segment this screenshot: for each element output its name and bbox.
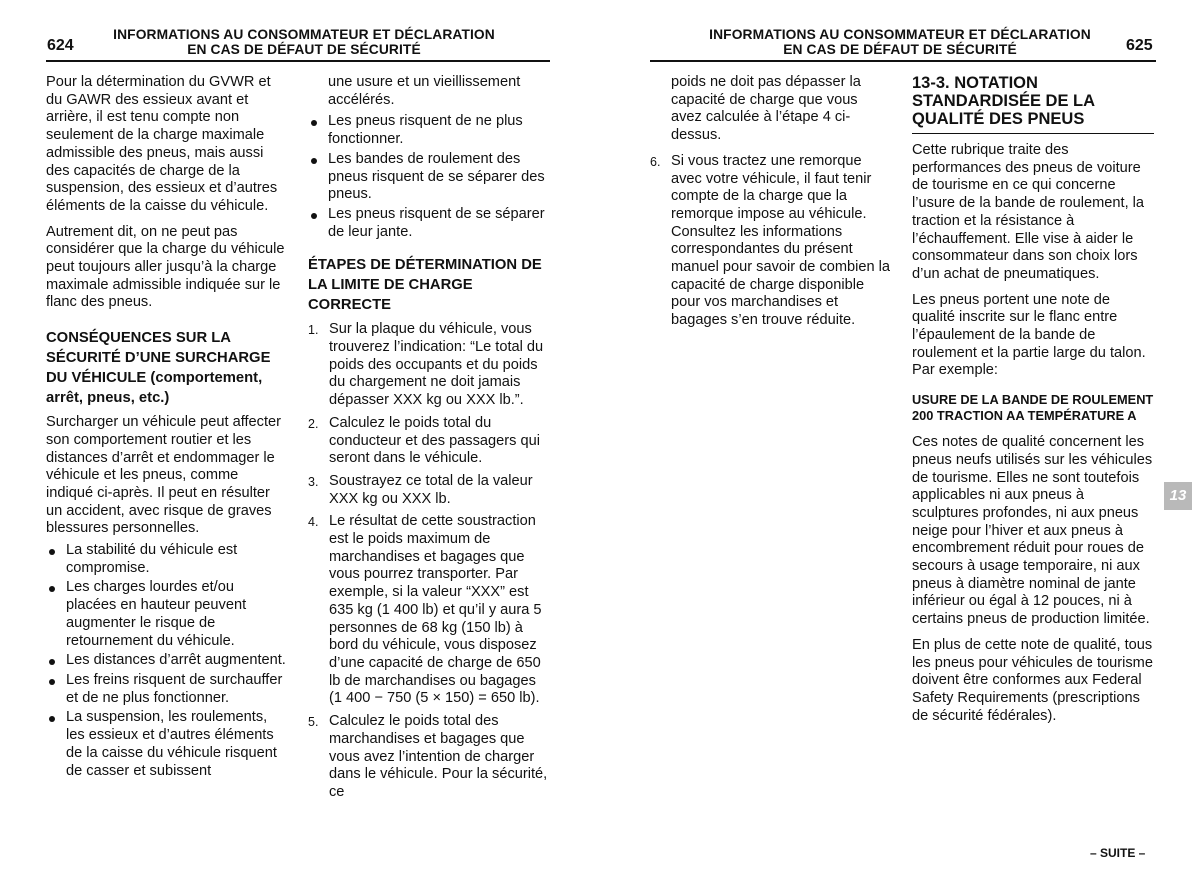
list-item: Les pneus risquent de se séparer de leur jante.: [308, 206, 550, 241]
list-item: La stabilité du véhicule est compromise.: [46, 542, 288, 577]
load-limit-steps: [308, 321, 550, 801]
right-column-2: [912, 74, 1154, 834]
step-text: Calculez le poids total du conducteur et des passagers qui seront dans le véhicule.: [329, 414, 540, 467]
step-number: 5.: [308, 715, 319, 730]
paragraph: Ces notes de qualité concernent les pneus neufs utilisés sur les véhicules de tourisme. Elles ne sont toutefois applicables ni aux pneus à sculptures profondes, ni aux pneus neige pour l’hiver et aux pneus à encombrement réduit pour roues de secours à usage temporaire, ni aux pneus à diamètre nominal de jante inférieur ou égal à 12 pouces, ni à certains pneus de production limitée.: [912, 434, 1153, 628]
left-column-2: [308, 74, 550, 834]
list-item: Les bandes de roulement des pneus risquent de se séparer des pneus.: [308, 151, 550, 204]
left-column-1: [46, 74, 288, 834]
step-number: 1.: [308, 323, 319, 338]
section-heading-overload: CONSÉQUENCES SUR LA SÉCURITÉ D’UNE SURCHARGE DU VÉHICULE (comportement, arrêt, pneus, etc.): [46, 330, 271, 407]
header-line-2: EN CAS DE DÉFAUT DE SÉCURITÉ: [187, 42, 421, 57]
header-line-2: EN CAS DE DÉFAUT DE SÉCURITÉ: [783, 42, 1017, 57]
step-text: Sur la plaque du véhicule, vous trouverez l’indication: “Le total du poids des occupants et du poids du chargement ne doit jamais dépasser XXX kg ou XXX lb.”.: [329, 321, 544, 409]
paragraph: Pour la détermination du GVWR et du GAWR des essieux avant et arrière, il est tenu compte non seulement de la charge maximale admissible des pneus, mais aussi des capacités de charge de la suspension, des essieux et d’autres éléments de la caisse du véhicule.: [46, 74, 278, 214]
paragraph: En plus de cette note de qualité, tous les pneus pour véhicules de tourisme doivent être conformes aux Federal Safety Requirements (prescriptions de sécurité fédérales).: [912, 636, 1153, 724]
step-item: [308, 415, 550, 468]
list-item: Les distances d’arrêt augmentent.: [46, 652, 288, 670]
chapter-tab: 13: [1164, 482, 1192, 510]
step-text: Calculez le poids total des marchandises et bagages que vous avez l’intention de charger dans le véhicule. Pour la sécurité, ce: [329, 713, 548, 800]
list-item: Les pneus risquent de ne plus fonctionner.: [308, 113, 550, 148]
step-number: 2.: [308, 416, 319, 431]
right-column-1: [650, 74, 892, 474]
step-text: Soustrayez ce total de la valeur XXX kg ou XXX lb.: [329, 472, 533, 507]
paragraph-continuation: une usure et un vieillissement accélérés.: [328, 74, 521, 108]
list-item: Les charges lourdes et/ou placées en hauteur peuvent augmenter le risque de retournement du véhicule.: [46, 579, 288, 650]
step-item: [308, 321, 550, 410]
list-item: Les freins risquent de surchauffer et de ne plus fonctionner.: [46, 672, 288, 707]
section-title-tire-quality: 13-3. NOTATION STANDARDISÉE DE LA QUALITÉ DES PNEUS: [912, 74, 1154, 134]
step-item: [308, 713, 550, 802]
list-item: La suspension, les roulements, les essieux et d’autres éléments de la caisse du véhicule risquent de casser et subissent: [46, 709, 288, 780]
continued-marker: – SUITE –: [1090, 846, 1146, 860]
overload-consequences-list: [46, 542, 288, 780]
step-text: Si vous tractez une remorque avec votre véhicule, il faut tenir compte de la charge que la remorque impose au véhicule. Consultez les informations correspondantes du présent manuel pour savoir de combien la capacité de charge disponible pour vos marchandises et bagages s’en trouve réduite.: [671, 152, 891, 329]
step-number: 3.: [308, 474, 319, 489]
step-text: Le résultat de cette soustraction est le poids maximum de marchandises et bagages que vous pourrez transporter. Par exemple, si la valeur “XXX” est 635 kg (1 400 lb) et qu’il y aura 5 personnes de 68 kg (150 lb) à bord du véhicule, vous disposez d’une capacité de charge de 650 lb de marchandises ou bagages (1 400 − 750 (5 × 150) = 650 lb).: [329, 513, 542, 707]
header-line-1: INFORMATIONS AU CONSOMMATEUR ET DÉCLARATION: [709, 27, 1091, 42]
page-number-right: 625: [1126, 37, 1153, 54]
tire-consequences-list: [308, 113, 550, 241]
step-item: [650, 153, 892, 330]
page-number-left: 624: [47, 37, 74, 54]
paragraph: Autrement dit, on ne peut pas considérer que la charge du véhicule peut toujours aller jusqu’à la charge maximale admissible indiquée sur le flanc des pneus.: [46, 223, 285, 311]
step-item: [308, 473, 550, 508]
section-heading-load-limit: ÉTAPES DE DÉTERMINATION DE LA LIMITE DE CHARGE CORRECTE: [308, 257, 542, 314]
paragraph: Les pneus portent une note de qualité inscrite sur le flanc entre l’épaulement de la bande de roulement et la partie large du talon. Par exemple:: [912, 291, 1146, 379]
page-header-left: [84, 27, 524, 57]
paragraph-continuation: poids ne doit pas dépasser la capacité de charge que vous avez calculée à l’étape 4 ci-dessus.: [671, 74, 861, 144]
page-header-right: [680, 27, 1120, 57]
step-number: 4.: [308, 515, 319, 530]
step-number: 6.: [650, 154, 661, 169]
subheading-quality-example: USURE DE LA BANDE DE ROULEMENT 200 TRACTION AA TEMPÉRATURE A: [912, 392, 1154, 424]
paragraph: Cette rubrique traite des performances des pneus de voiture de tourisme en ce qui concerne l’usure de la bande de roulement, la traction et la résistance à l’échauffement. Elle vise à aider le consommateur dans son choix lors d’un achat de pneumatiques.: [912, 142, 1145, 282]
load-limit-steps-continued: [650, 153, 892, 330]
header-rule-left: [46, 60, 550, 62]
paragraph: Surcharger un véhicule peut affecter son comportement routier et les distances d’arrêt et endommager le véhicule et les pneus, comme indiqué ci-après. Il peut en résulter un accident, avec risque de graves blessures personnelles.: [46, 414, 281, 537]
step-item: [308, 513, 550, 708]
header-line-1: INFORMATIONS AU CONSOMMATEUR ET DÉCLARATION: [113, 27, 495, 42]
header-rule-right: [650, 60, 1156, 62]
